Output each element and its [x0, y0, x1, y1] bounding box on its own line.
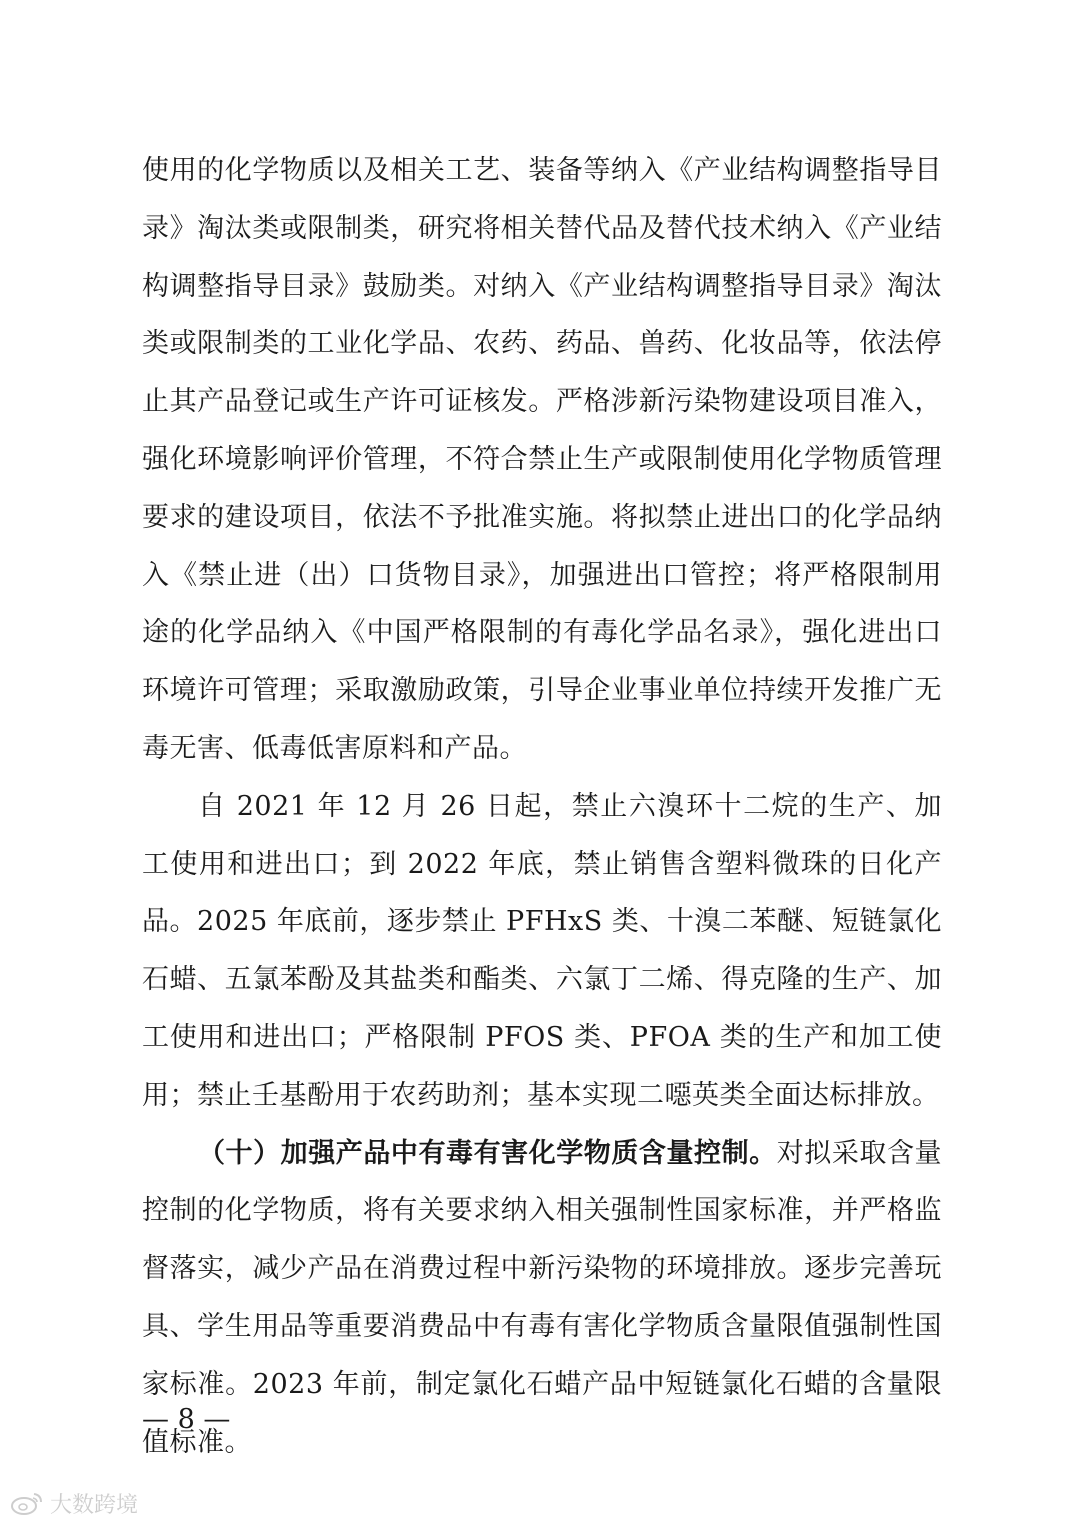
paragraph-text: 对拟采取含量控制的化学物质，将有关要求纳入相关强制性国家标准，并严格监督落实，减少产品在消费过程中新污染物的环境排放。逐步完善玩具、学生用品等重要消费品中有毒有害化学物质含量限值强制性国家标准。2023 年前，制定氯化石蜡产品中短链氯化石蜡的含量限值标准。 — [142, 1137, 943, 1458]
paragraph-text: 使用的化学物质以及相关工艺、装备等纳入《产业结构调整指导目录》淘汰类或限制类，研究将相关替代品及替代技术纳入《产业结构调整指导目录》鼓励类。对纳入《产业结构调整指导目录》淘汰类或限制类的工业化学品、农药、药品、兽药、化妆品等，依法停止其产品登记或生产许可证核发。严格涉新污染物建设项目准入，强化环境影响评价管理，不符合禁止生产或限制使用化学物质管理要求的建设项目，依法不予批准实施。将拟禁止进出口的化学品纳入《禁止进（出）口货物目录》，加强进出口管控；将严格限制用途的化学品纳入《中国严格限制的有毒化学品名录》，强化进出口环境许可管理；采取激励政策，引导企业事业单位持续开发推广无毒无害、低毒低害原料和产品。 — [142, 155, 942, 764]
watermark-text: 大数跨境 — [50, 1492, 139, 1518]
document-body — [142, 142, 942, 1471]
paragraph-ban-schedule — [142, 778, 942, 1125]
paragraph-continuation — [142, 142, 942, 778]
watermark — [10, 1488, 138, 1518]
page-number: — 8 — — [142, 1404, 231, 1435]
weibo-logo-icon — [10, 1490, 44, 1516]
paragraph-text: 自 2021 年 12 月 26 日起，禁止六溴环十二烷的生产、加工使用和进出口；到 2022 年底，禁止销售含塑料微珠的日化产品。2025 年底前，逐步禁止 PFHxS 类、十溴二苯醚、短链氯化石蜡、五氯苯酚及其盐类和酯类、六氯丁二烯、得克隆的生产、加工使用和进出口；严格限制 PFOS 类、PFOA 类的生产和加工使用；禁止壬基酚用于农药助剂；基本实现二噁英类全面达标排放。 — [142, 790, 942, 1111]
paragraph-section-ten — [142, 1125, 942, 1472]
section-heading: （十）加强产品中有毒有害化学物质含量控制。 — [198, 1137, 777, 1169]
